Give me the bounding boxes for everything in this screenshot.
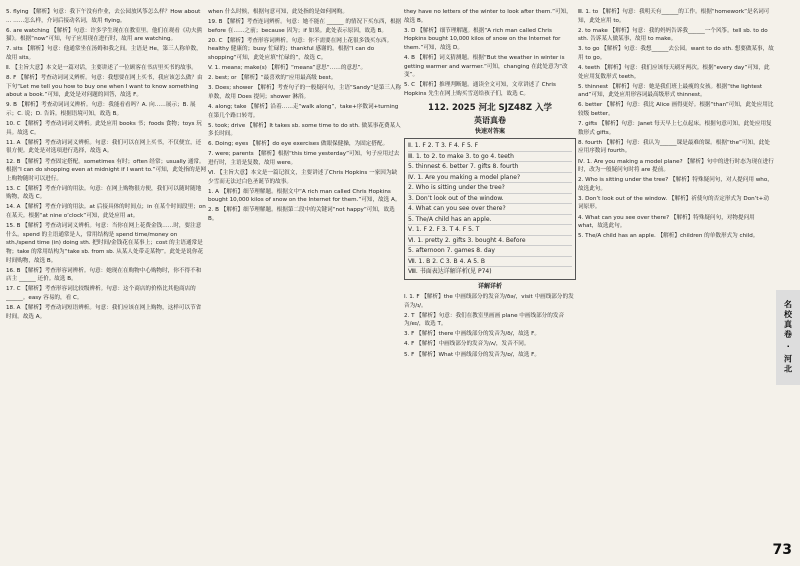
text-line: 3. Don’t look out of the window. bbox=[408, 194, 572, 205]
page-number: 73 bbox=[772, 542, 792, 558]
text-line: Ⅲ. 1. to 【解析】句意：我明天有______的工作。根据“homework”是名词可知，此处应用 to。 bbox=[578, 9, 770, 24]
text-line: 5. The/A child has an apple. 【解析】children 的单数形式为 child。 bbox=[578, 233, 759, 240]
exam-title: 112. 2025 河北 SJZ48Z 入学 bbox=[428, 103, 552, 114]
text-line: 2. B 【解析】细节理解题。根据第二段中的关键词“not happy”可知，故选 B。 bbox=[208, 207, 395, 223]
quick-answers-box bbox=[404, 138, 576, 280]
text-line: VI. 【主旨大意】本文是一篇记叙文，主要讲述了Chris Hopkins 一家因为缺少雪而无法过白色圣诞节的故事。 bbox=[208, 170, 398, 185]
text-line: Ⅵ. 1. pretty 2. gifts 3. bought 4. Before bbox=[408, 236, 572, 247]
text-line: 2. to make 【解析】句意：我的妈妈告诉我______一个风筝。tell sb. to do sth. 告诉某人做某事，故用 to make。 bbox=[578, 27, 768, 43]
text-line: 5. C 【解析】推理判断题。通读全文可知，文章讲述了 Chris Hopkins 先生在网上购买雪送给孩子们，故选 C。 bbox=[404, 82, 556, 97]
text-line: 11. A 【解析】考查动词词义辨析。句意：我们可以在网上买书，不仅便宜，还很方便。此处是对选项进行选择，故选 A。 bbox=[6, 139, 202, 155]
text-line: Ⅲ. 1. to 2. to make 3. to go 4. teeth bbox=[408, 152, 572, 163]
column-2 bbox=[208, 8, 402, 558]
text-line: 7. gifts 【解析】句意：Janet 每天早上七点起床。根据句意可知，此处应用复数形式 gifts。 bbox=[578, 121, 772, 136]
text-line: 13. C 【解析】考查介词的用法。句意：在网上购物很方便，我们可以随时随地购物，故选 C。 bbox=[6, 185, 202, 201]
text-line: 18. A 【解析】考查动词短语辨析。句意：我们应该在网上购物，这样可以节省时间。故选 A。 bbox=[6, 305, 202, 320]
text-line: 3. Don’t look out of the window. 【解析】祈使句的否定形式为 Don’t+动词原形。 bbox=[578, 195, 769, 211]
text-line: 4. What can you see over there? 【解析】特殊疑问句，对物提问用 what，故选此句。 bbox=[578, 214, 755, 230]
text-line: Ⅱ. 1. F 2. T 3. F 4. F 5. F bbox=[408, 141, 572, 152]
side-tab: 名校真卷 · 河北 bbox=[776, 290, 800, 385]
column-1 bbox=[6, 8, 206, 558]
text-line: V. 1. means; make(s) 【解析】“means”意思“……的意思”。 bbox=[208, 65, 367, 72]
text-line: 5. flying 【解析】句意：我下午没有作业，去公园放风筝怎么样？How about ... ……怎么样，介词后接动名词，故用 flying。 bbox=[6, 9, 201, 24]
text-line: 12. B 【解析】考查固定搭配。sometimes 有时；often 经常；usually 通常。根据“I can do shopping even at midnight if I want to.”可知，此处指的是网上购物随时可以进行。 bbox=[6, 158, 206, 182]
text-line: 4. teeth 【解析】句意：我们应该每天刷牙两次。根据“every day”可知，此处应用复数形式 teeth。 bbox=[578, 65, 770, 80]
text-line: 5. The/A child has an apple. bbox=[408, 215, 572, 226]
text-line: Ⅱ. 【主旨大意】本文是一篇对话，主要讲述了一位顾客在书店里买书的故事。 bbox=[6, 65, 197, 72]
text-line: 6. are watching 【解析】句意：许多学生现在在教室里。他们在观看《功夫熊猫》。根据“now”可知，句子应用现在进行时，故用 are watching。 bbox=[6, 27, 203, 43]
text-line: 6. Doing; eyes 【解析】do eye exercises 做眼保健操，为固定搭配。 bbox=[208, 141, 389, 148]
text-line: 2. T 【解析】句意：我们在教室里画画 plane 中画线部分的发音为/eɪ/，故选 T。 bbox=[404, 312, 565, 328]
text-line: 19. B 【解析】考查连词辨析。句意：她不能在 ______ 的情况下买东西，根据 before 在……之前；because 因为；if 如果。此处表示原因，故选 B。 bbox=[208, 19, 402, 34]
text-line: 5. thinnest 6. better 7. gifts 8. fourth bbox=[408, 162, 572, 173]
text-line: 5. took; drive 【解析】It takes sb. some time to do sth. 做某事花费某人多长时间。 bbox=[208, 122, 401, 138]
text-line: 2. best; or 【解析】“最喜欢的”应用最高级 best。 bbox=[208, 75, 337, 82]
column-4 bbox=[578, 8, 774, 558]
text-line: 16. B 【解析】考查形容词辨析。句意：她现在在购物中心购物时，你不得不和店主 ______ 还价。故选 B。 bbox=[6, 267, 202, 283]
text-line: 8. F 【解析】考查动词词义辨析。句意：我想要在网上买书，我应该怎么做？由下句“Let me tell you how to buy one when I want to know something about a book.”可知，此处是对问题的回答，故选 F。 bbox=[6, 75, 203, 99]
text-line: Ⅳ. 1. Are you making a model plane? 【解析】句中的进行时态为现在进行时，改为一般疑问句时将 are 提前。 bbox=[578, 158, 774, 174]
text-line: they have no letters of the winter to look after them.”可知，故选 B。 bbox=[404, 9, 572, 24]
exam-subtitle: 英语真卷 bbox=[474, 116, 506, 126]
text-line: 4. F 【解析】中画线部分的发音为/ʌ/，发音不同。 bbox=[404, 341, 530, 348]
text-line: 3. to go 【解析】句意：我想______去公园。want to do sth. 想要做某事，故用 to go。 bbox=[578, 46, 774, 61]
text-line: Ⅶ. 1. B 2. C 3. B 4. A 5. B bbox=[408, 257, 572, 268]
text-line: 4. along; take 【解析】沿着……走“walk along”，take+序数词+turning 在第几个路口转弯。 bbox=[208, 103, 399, 119]
quick-answers-label: 快速对答案 bbox=[474, 128, 505, 136]
text-line: 2. Who is sitting under the tree? 【解析】特殊疑问句，对人提问用 who，故选此句。 bbox=[578, 177, 773, 192]
text-line: 15. B 【解析】考查动词词义辨析。句意：当你在网上花费金钱……时，要注意什么。spend 的主语通常是人，常用结构是 spend time/money on sth./spend time (in) doing sth. 把时间/金钱花在某事上；cost 的主语通常是物；take 的常用结构为“take sb. from sb. 从某人处带走某物”。此处是说你花时间购物，故选 B。 bbox=[6, 223, 204, 264]
text-line: Ⅰ. 1. F 【解析】the 中画线部分的发音为/ðə/，visit 中画线部分的发音为/ɪ/。 bbox=[404, 293, 574, 309]
text-line: 17. C 【解析】考查形容词比较级辨析。句意：这个商店的价格比其他商店的 ______。easy 容易的，看 C。 bbox=[6, 286, 196, 301]
text-line: 3. D 【解析】细节理解题。根据“A rich man called Chris Hopkins bought 10,000 kilos of snow on the Internet for them.”可知，故选 D。 bbox=[404, 27, 561, 51]
text-line: 3. Does; shower 【解析】考查句子的一般疑问句，主语“Sandy”是第三人称单数，故用 Does 提问；shower 淋浴。 bbox=[208, 85, 402, 100]
text-line: 5. F 【解析】What 中画线部分的发音为/ɒ/，故选 F。 bbox=[404, 351, 540, 358]
text-line: 20. C 【解析】考查形容词辨析。句意：你不需要在网上花很多钱买东西。healthy 健康的；busy 忙碌的；thankful 感谢的。根据“I can do shopping”可知，此处应填“忙碌的”，故选 C。 bbox=[208, 37, 393, 61]
text-line: 7. were; parents 【解析】根据“this time yesterday”可知，句子应用过去进行时，主语是复数，故用 were。 bbox=[208, 151, 400, 166]
column-3-bottom-text bbox=[404, 293, 576, 359]
text-line: 14. A 【解析】考查介词的用法。at 后接具体的时间点；in 在某个时间段里；on 在某天。根据“at nine o’clock”可知，此处应用 at。 bbox=[6, 204, 206, 220]
text-line: 6. better 【解析】句意：我比 Alice 画得更好。根据“than”可知，此处应用比较级 better。 bbox=[578, 102, 774, 118]
text-line: Ⅳ. 1. Are you making a model plane? bbox=[408, 173, 572, 184]
text-line: Ⅴ. 1. F 2. F 3. T 4. F 5. T bbox=[408, 225, 572, 236]
text-line: 5. thinnest 【解析】句意：她是我们班上最瘦的女孩。根据“the lightest and”可知，此处应用形容词最高级形式 thinnest。 bbox=[578, 83, 763, 99]
column-3-top-text bbox=[404, 8, 576, 98]
text-line: Ⅷ. 书面表达详解详析(见 P74) bbox=[408, 268, 492, 276]
text-line: 5. afternoon 7. games 8. day bbox=[408, 246, 572, 257]
text-line: 7. sits 【解析】句意：他通常坐在汤姆和我之间。主语是 He，第三人称单数，故用 sits。 bbox=[6, 46, 202, 61]
text-line: 4. B 【解析】词义猜测题。根据“But the weather in winter is getting warmer and warmer.”可知，changing 在此处意为“改变”。 bbox=[404, 54, 568, 79]
text-line: 4. What can you see over there? bbox=[408, 204, 572, 215]
text-line: 8. fourth 【解析】句意：我认为______课是最难的课。根据“the”可知，此处应用序数词 fourth。 bbox=[578, 139, 770, 155]
column-3 bbox=[404, 8, 576, 558]
text-line: 1. A 【解析】细节理解题。根据文中“A rich man called Chris Hopkins bought 10,000 kilos of snow on the Internet for them.”可知，故选 A。 bbox=[208, 188, 401, 204]
text-line: 9. B 【解析】考查动词词义辨析。句意：我能看看吗？A. 向……展示；B. 展示；C. 说；D. 告诉。根据语境可知，故选 B。 bbox=[6, 102, 196, 118]
text-line: when 什么时候，根据句意可知，此处指的是如何网购。 bbox=[208, 9, 348, 15]
analysis-label: 详解详析 bbox=[477, 282, 502, 290]
text-line: 10. C 【解析】考查动词词义辨析。此处应用 books 书；foods 食物；toys 玩具。故选 C。 bbox=[6, 121, 202, 136]
text-line: 2. Who is sitting under the tree? bbox=[408, 183, 572, 194]
text-line: 3. F 【解析】there 中画线部分的发音为/ð/，故选 F。 bbox=[404, 331, 540, 338]
